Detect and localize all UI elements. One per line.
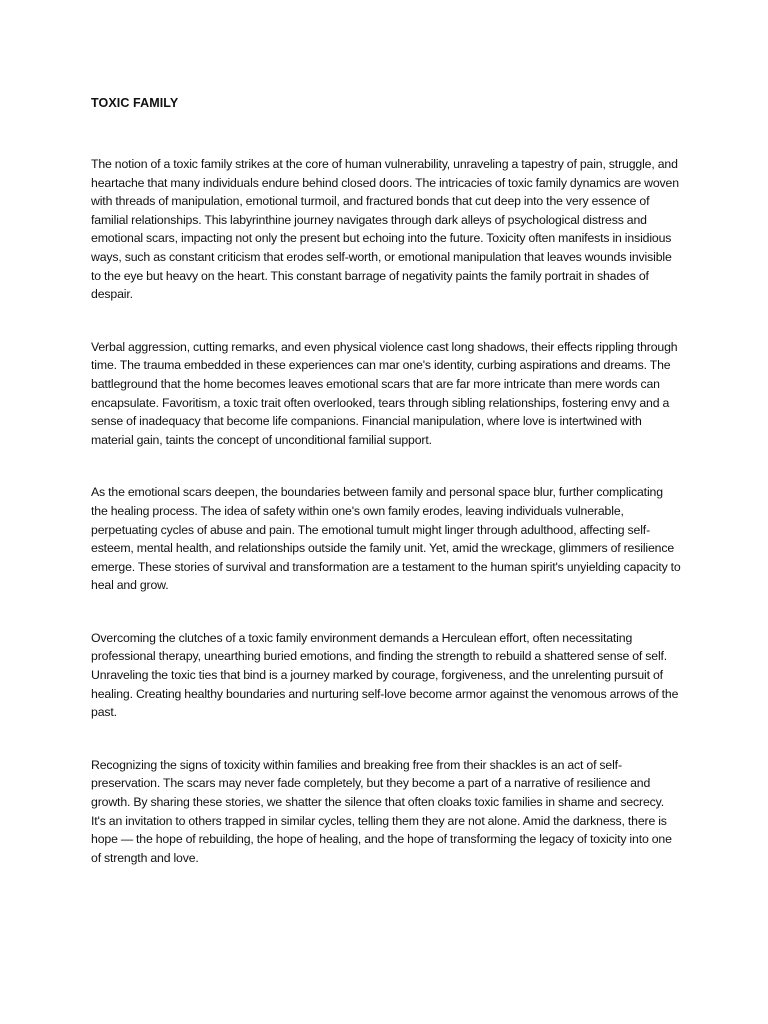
document-body [91, 94, 681, 867]
document-title: TOXIC FAMILY [91, 96, 179, 110]
paragraph-5: Recognizing the signs of toxicity within families and breaking free from their shackles is an act of self-preservation. The scars may never fade completely, but they become a part of a narrative of resilience and growth. By sharing these stories, we shatter the silence that often cloaks toxic families in shame and secrecy. It's an invitation to others trapped in similar cycles, telling them they are not alone. Amid the darkness, there is hope — the hope of rebuilding, the hope of healing, and the hope of transforming the legacy of toxicity into one of strength and love. [91, 757, 672, 865]
paragraph-4: Overcoming the clutches of a toxic family environment demands a Herculean effort, often necessitating professional therapy, unearthing buried emotions, and finding the strength to rebuild a shattered sense of self. Unraveling the toxic ties that bind is a journey marked by courage, forgiveness, and the unrelenting pursuit of healing. Creating healthy boundaries and nurturing self-love become armor against the venomous arrows of the past. [91, 630, 679, 720]
paragraph-3: As the emotional scars deepen, the boundaries between family and personal space blur, further complicating the healing process. The idea of safety within one's own family erodes, leaving individuals vulnerable, perpetuating cycles of abuse and pain. The emotional tumult might linger through adulthood, affecting self-esteem, mental health, and relationships outside the family unit. Yet, amid the wreckage, glimmers of resilience emerge. These stories of survival and transformation are a testament to the human spirit's unyielding capacity to heal and grow. [91, 485, 681, 593]
paragraph-2: Verbal aggression, cutting remarks, and even physical violence cast long shadows, their effects rippling through time. The trauma embedded in these experiences can mar one's identity, curbing aspirations and dreams. The battleground that the home becomes leaves emotional scars that are far more intricate than mere words can encapsulate. Favoritism, a toxic trait often overlooked, tears through sibling relationships, fostering envy and a sense of inadequacy that become life companions. Financial manipulation, where love is intertwined with material gain, taints the concept of unconditional familial support. [91, 339, 678, 447]
paragraph-1: The notion of a toxic family strikes at the core of human vulnerability, unraveling a tapestry of pain, struggle, and heartache that many individuals endure behind closed doors. The intricacies of toxic family dynamics are woven with threads of manipulation, emotional turmoil, and fractured bonds that cut deep into the very essence of familial relationships. This labyrinthine journey navigates through dark alleys of psychological distress and emotional scars, impacting not only the present but echoing into the future. Toxicity often manifests in insidious ways, such as constant criticism that erodes self-worth, or emotional manipulation that leaves wounds invisible to the eye but heavy on the heart. This constant barrage of negativity paints the family portrait in shades of despair. [91, 157, 679, 302]
